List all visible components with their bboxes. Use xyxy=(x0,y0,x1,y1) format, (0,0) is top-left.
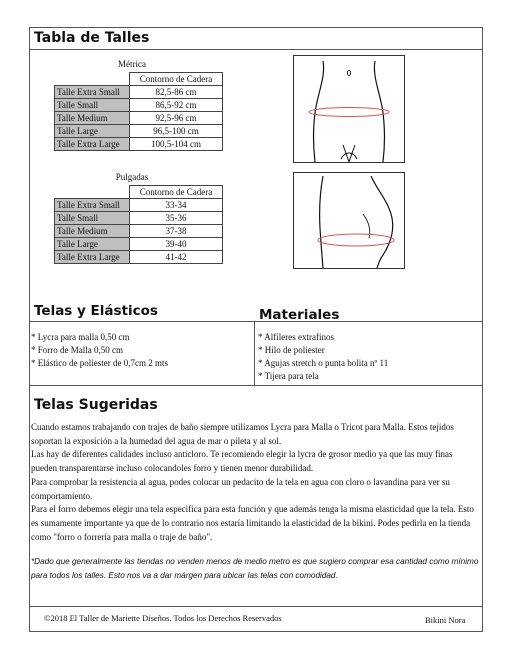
sugeridas-title: Telas Sugeridas xyxy=(34,397,158,413)
list-item: * Alfileres extrafinos xyxy=(258,332,334,342)
column-header: Contorno de Cadera xyxy=(130,73,223,86)
table-row xyxy=(55,99,223,112)
column-divider xyxy=(254,322,255,385)
list-item: * Tijera para tela xyxy=(258,371,319,381)
size-cell: Talle Large xyxy=(55,125,130,138)
imperial-size-table xyxy=(54,185,223,264)
table-row xyxy=(55,199,223,212)
size-cell: Talle Large xyxy=(55,238,130,251)
value-cell: 92,5-96 cm xyxy=(130,112,223,125)
sugeridas-body xyxy=(31,421,479,544)
paragraph: Las hay de diferentes calidades incluso anticloro. Te recomiendo elegir la lycra de grosor medio ya que las muy finas pueden transparentarse incluso colocandoles forro y tienen menor durabilidad. xyxy=(31,449,453,474)
materiales-list xyxy=(258,331,478,383)
value-cell: 37-38 xyxy=(130,225,223,238)
metric-size-table xyxy=(54,72,223,151)
footer-divider xyxy=(29,606,482,607)
blank-cell xyxy=(55,73,130,86)
value-cell: 33-34 xyxy=(130,199,223,212)
fabric-quantity-note: *Dado que generalmente las tiendas no venden menos de medio metro es que sugiero comprar esa cantidad como mínimo para todos los talles. Esto nos va a dar márgen para ubicar las telas con comodidad. xyxy=(31,557,479,580)
table-header-row xyxy=(55,73,223,86)
table-row xyxy=(55,138,223,151)
table-header-row xyxy=(55,186,223,199)
size-cell: Talle Medium xyxy=(55,225,130,238)
table-row xyxy=(55,86,223,99)
column-header: Contorno de Cadera xyxy=(130,186,223,199)
blank-cell xyxy=(55,186,130,199)
paragraph: Cuando estamos trabajando con trajes de baño siempre utilizamos Lycra para Malla o Tricot para Malla. Estos tejidos soportan la exposición a la humedad del agua de mar o pileta y al sol. xyxy=(31,422,454,446)
value-cell: 35-36 xyxy=(130,212,223,225)
list-item: * Agujas stretch o punta bolita nº 11 xyxy=(258,358,389,368)
telas-title: Telas y Elásticos xyxy=(34,303,158,319)
size-cell: Talle Medium xyxy=(55,112,130,125)
size-cell: Talle Small xyxy=(55,212,130,225)
paragraph: Para el forro debemos elegir una tela especifica para esta función y que además tenga la misma elasticidad que la tela. Esto es sumamente importante ya que de lo contrario nos estaría limitando la elasticidad de la bikini. Podes pedirla en la tienda como "forro o forrería para malla o traje de baño". xyxy=(31,504,474,542)
size-cell: Talle Extra Small xyxy=(55,199,130,212)
size-cell: Talle Small xyxy=(55,99,130,112)
sugeridas-divider xyxy=(29,385,482,386)
pattern-name: Bikini Nora xyxy=(425,615,466,625)
telas-list xyxy=(31,331,251,370)
value-cell: 82,5-86 cm xyxy=(130,86,223,99)
table-row xyxy=(55,212,223,225)
table-row xyxy=(55,125,223,138)
title-divider xyxy=(29,49,482,50)
page-title: Tabla de Talles xyxy=(34,30,150,46)
metric-caption: Métrica xyxy=(118,59,146,69)
materiales-title: Materiales xyxy=(259,307,340,323)
table-row xyxy=(55,225,223,238)
imperial-caption: Pulgadas xyxy=(115,172,149,182)
list-item: * Forro de Malla 0,50 cm xyxy=(31,345,123,355)
size-cell: Talle Extra Large xyxy=(55,251,130,264)
list-item: * Lycra para malla 0,50 cm xyxy=(31,332,130,342)
size-cell: Talle Extra Large xyxy=(55,138,130,151)
size-cell: Talle Extra Small xyxy=(55,86,130,99)
value-cell: 86,5-92 cm xyxy=(130,99,223,112)
paragraph: Para comprobar la resistencia al agua, podes colocar un pedacito de la tela en agua con cloro o lavandina para ver su comportamiento. xyxy=(31,476,450,501)
table-row xyxy=(55,112,223,125)
table-row xyxy=(55,238,223,251)
hip-measurement-front-figure xyxy=(293,55,405,163)
value-cell: 41-42 xyxy=(130,251,223,264)
copyright: ©2018 El Taller de Mariette Diseños. Todos los Derechos Reservados xyxy=(44,613,282,623)
table-row xyxy=(55,251,223,264)
list-item: * Elástico de poliester de 0,7cm 2 mts xyxy=(31,358,168,368)
value-cell: 39-40 xyxy=(130,238,223,251)
value-cell: 96,5-100 cm xyxy=(130,125,223,138)
materials-divider xyxy=(29,321,482,322)
value-cell: 100,5-104 cm xyxy=(130,138,223,151)
list-item: * Hilo de poliester xyxy=(258,345,325,355)
hip-measurement-side-figure xyxy=(293,172,405,269)
